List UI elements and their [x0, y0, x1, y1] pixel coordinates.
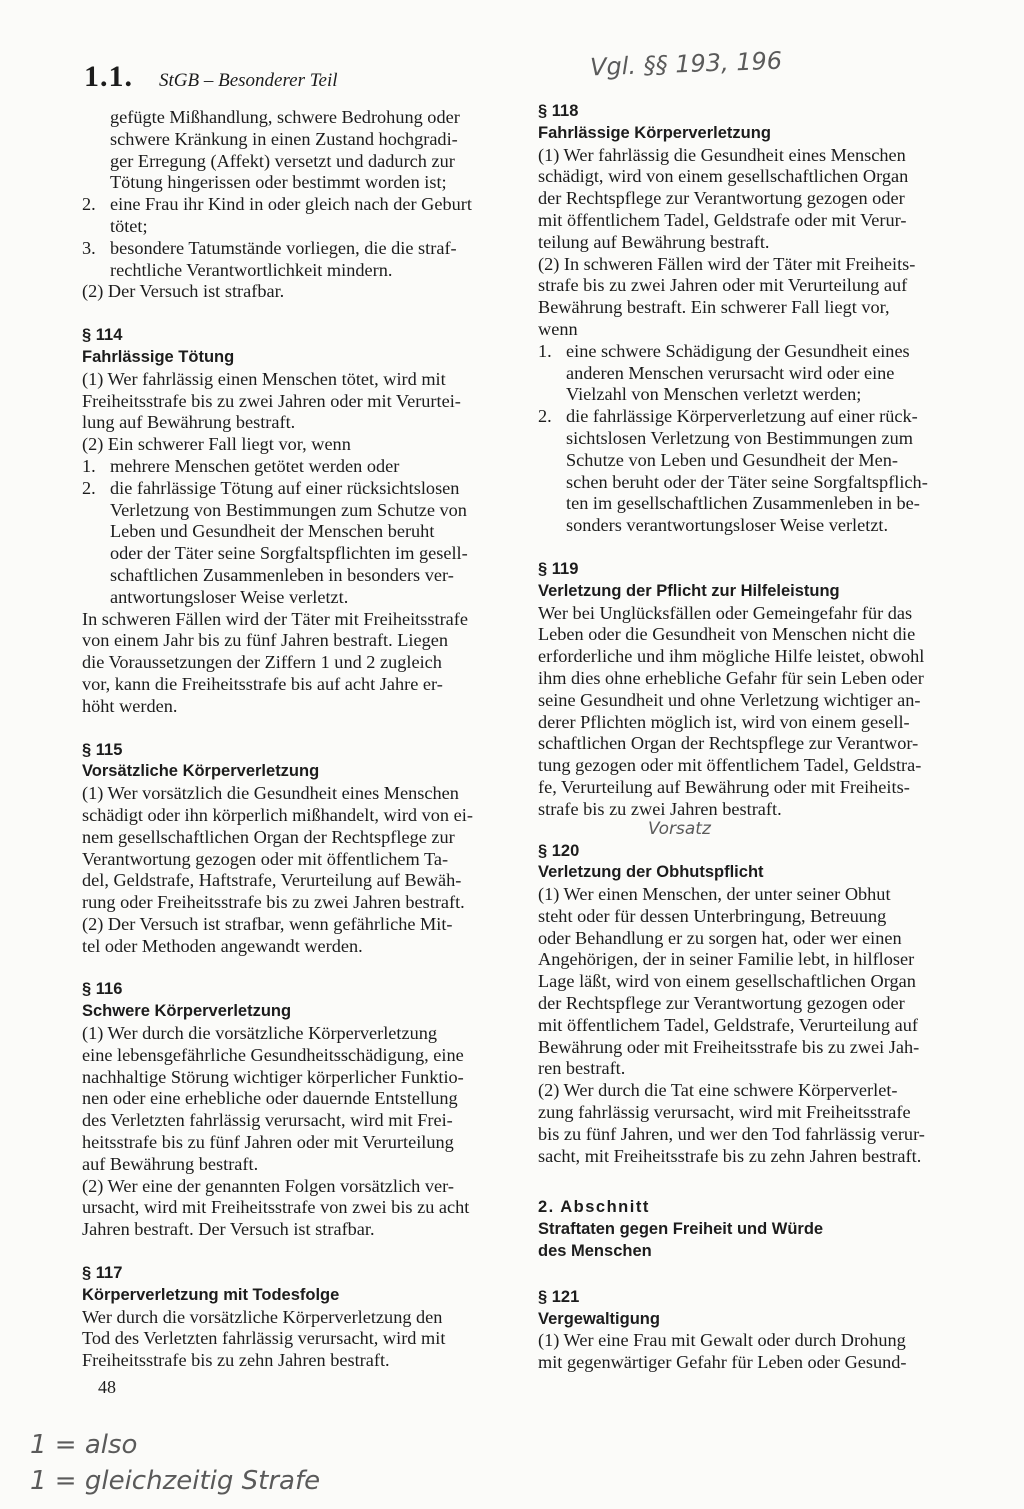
text-line: Verantwortung gezogen oder mit öffentlichem Ta- [82, 848, 449, 869]
paragraph-number: § 118 [538, 102, 579, 120]
text-line: rechtliche Verantwortlichkeit mindern. [110, 259, 393, 280]
paragraph-number: § 115 [82, 740, 123, 759]
handwritten-footer-notes [30, 1430, 320, 1496]
text-line: tel oder Methoden angewandt werden. [82, 935, 363, 956]
text-line: des Verletzten fahrlässig verursacht, wird mit Frei- [82, 1110, 453, 1131]
paragraph-title: Vergewaltigung [538, 1309, 660, 1328]
paragraph-number: § 121 [538, 1287, 580, 1306]
text-line: gefügte Mißhandlung, schwere Bedrohung oder [110, 107, 460, 127]
text-line: strafe bis zu zwei Jahren bestraft. [538, 798, 782, 819]
paragraph-title: Fahrlässige Tötung [82, 347, 235, 366]
text-line: ihm dies ohne erhebliche Gefahr für sein Leben oder [538, 667, 924, 688]
item-number: 1. [82, 455, 96, 476]
paragraph-title: Körperverletzung mit Todesfolge [82, 1285, 340, 1304]
text-line: vor, kann die Freiheitsstrafe bis auf acht Jahre er- [82, 673, 443, 694]
handwritten-reference-note: Vgl. §§ 193, 196 [589, 46, 783, 82]
item-number: 2. [82, 477, 96, 498]
text-line: Bewährung oder mit Freiheitsstrafe bis zu zwei Jah- [538, 1036, 920, 1057]
text-line: In schweren Fällen wird der Täter mit Freiheitsstrafe [82, 608, 468, 629]
paragraph-title: Vorsätzliche Körperverletzung [82, 762, 320, 781]
text-line: derer Pflichten möglich ist, wird von einem gesell- [538, 711, 910, 732]
text-line: anderen Menschen verursacht wird oder eine [566, 362, 895, 383]
right-column [538, 101, 982, 1374]
text-line: Angehörigen, der in seiner Familie lebt, in hilfloser [538, 949, 915, 970]
paragraph-number: § 116 [82, 980, 123, 999]
text-line: mit öffentlichem Tadel, Geldstrafe oder mit Verur- [538, 209, 907, 230]
text-line: Jahren bestraft. Der Versuch ist strafbar. [82, 1219, 375, 1240]
text-line: der Rechtspflege zur Verantwortung gezogen oder [538, 188, 905, 209]
text-line: eine schwere Schädigung der Gesundheit eines [566, 340, 910, 361]
text-line: wenn [538, 318, 578, 339]
chapter-label: 2. Abschnitt [538, 1198, 650, 1217]
text-line: Wer durch die vorsätzliche Körperverletzung den [82, 1306, 443, 1327]
text-line: schädigt, wird von einem gesellschaftlichen Organ [538, 166, 909, 187]
text-line: (2) Der Versuch ist strafbar, wenn gefährliche Mit- [82, 913, 453, 934]
text-line: Schutze von Leben und Gesundheit der Men- [566, 449, 899, 470]
text-line: (1) Wer fahrlässig einen Menschen tötet, wird mit [82, 368, 446, 389]
text-line: steht oder für dessen Unterbringung, Betreuung [538, 905, 887, 926]
text-line: rung oder Freiheitsstrafe bis zu zwei Jahren bestraft. [82, 892, 465, 913]
text-line: Freiheitsstrafe bis zu zehn Jahren bestraft. [82, 1350, 390, 1371]
text-line: Leben und Gesundheit der Menschen beruht [110, 521, 435, 542]
text-line: Leben oder die Gesundheit von Menschen nicht die [538, 624, 916, 645]
paragraph-title: Schwere Körperverletzung [82, 1002, 292, 1021]
text-line: Vielzahl von Menschen verletzt werden; [566, 384, 862, 405]
text-line: sichtslosen Verletzung von Bestimmungen zum [566, 427, 913, 448]
item-number: 3. [82, 237, 96, 258]
text-line: mehrere Menschen getötet werden oder [110, 455, 400, 476]
item-number: 1. [538, 340, 552, 361]
text-line: nem gesellschaftlichen Organ der Rechtspflege zur [82, 826, 455, 847]
text-line: antwortungsloser Weise verletzt. [110, 586, 349, 607]
text-line: (1) Wer durch die vorsätzliche Körperverletzung [82, 1023, 438, 1044]
paragraph-title: Verletzung der Obhutspflicht [538, 863, 764, 882]
paragraph-number: § 114 [82, 326, 123, 345]
text-line: (2) Der Versuch ist strafbar. [82, 281, 285, 302]
text-line: Lage läßt, wird von einem gesellschaftlichen Organ [538, 971, 916, 992]
text-line: (1) Wer vorsätzlich die Gesundheit eines Menschen [82, 783, 459, 804]
text-line: die fahrlässige Körperverletzung auf einer rück- [566, 406, 918, 427]
text-line: oder Behandlung er zu sorgen hat, oder wer einen [538, 927, 902, 948]
text-line: tung gezogen oder mit öffentlichem Tadel, Geldstra- [538, 755, 922, 776]
text-line: auf Bewährung bestraft. [82, 1153, 259, 1174]
text-line: Wer bei Unglücksfällen oder Gemeingefahr für das [538, 602, 913, 623]
paragraph-number: § 120 [538, 841, 580, 860]
text-line: bis zu fünf Jahren, und wer den Tod fahrlässig verur- [538, 1123, 925, 1144]
left-column [82, 107, 526, 1372]
text-line: sonders verantwortungsloser Weise verletzt. [566, 515, 889, 536]
text-line: (2) Wer eine der genannten Folgen vorsätzlich ver- [82, 1175, 454, 1196]
page-number: 48 [98, 1377, 116, 1397]
text-line: (1) Wer fahrlässig die Gesundheit eines Menschen [538, 144, 906, 165]
text-line: strafe bis zu zwei Jahren oder mit Verurteilung auf [538, 275, 908, 296]
text-line: die fahrlässige Tötung auf einer rücksichtslosen [110, 477, 460, 498]
text-line: Verletzung von Bestimmungen zum Schutze von [110, 499, 467, 520]
item-number: 2. [538, 406, 552, 427]
paragraph-number: § 119 [538, 559, 579, 578]
chapter-title-line: Straftaten gegen Freiheit und Würde [538, 1220, 824, 1239]
paragraph-title: Verletzung der Pflicht zur Hilfeleistung [538, 581, 840, 600]
page-header [84, 60, 338, 94]
text-line: (2) In schweren Fällen wird der Täter mit Freiheits- [538, 253, 916, 274]
text-line: del, Geldstrafe, Haftstrafe, Verurteilung auf Bewäh- [82, 870, 462, 891]
text-line: schwere Kränkung in einen Zustand hochgradi- [110, 128, 458, 149]
text-line: mit öffentlichem Tadel, Geldstrafe, Verurteilung auf [538, 1014, 918, 1035]
text-line: schaftlichen Zusammenleben in besonders ver- [110, 564, 454, 585]
text-line: tötet; [110, 215, 148, 236]
paragraph-continuation [82, 107, 526, 194]
text-line: ten im gesellschaftlichen Zusammenleben in be- [566, 493, 920, 514]
text-line: Tod des Verletzten fahrlässig verursacht, wird mit [82, 1328, 446, 1349]
text-line: heitsstrafe bis zu fünf Jahren oder mit Verurteilung [82, 1132, 454, 1153]
text-line: erforderliche und ihm mögliche Hilfe leistet, obwohl [538, 646, 925, 667]
text-line: fe, Verurteilung auf Bewährung oder mit Freiheits- [538, 776, 910, 797]
text-line: (2) Ein schwerer Fall liegt vor, wenn [82, 434, 351, 455]
text-line: ger Erregung (Affekt) versetzt und dadurch zur [110, 150, 455, 171]
list-item [538, 406, 982, 537]
text-line: eine lebensgefährliche Gesundheitsschädigung, eine [82, 1044, 464, 1065]
text-line: ursacht, wird mit Freiheitsstrafe von zwei bis zu acht [82, 1197, 470, 1218]
text-line: schaftlichen Organ der Rechtspflege zur Verantwor- [538, 733, 919, 754]
text-line: nachhaltige Störung wichtiger körperlicher Funktio- [82, 1066, 464, 1087]
handwritten-margin-note: Vorsatz [648, 818, 711, 839]
text-line: (2) Wer durch die Tat eine schwere Körperverlet- [538, 1080, 898, 1101]
item-number: 2. [82, 194, 96, 215]
text-line: seine Gesundheit und ohne Verletzung wichtiger an- [538, 689, 921, 710]
list-item [82, 456, 526, 478]
list-item [82, 238, 526, 282]
section-number: 1.1. [84, 60, 133, 93]
paragraph-number: § 117 [82, 1264, 123, 1283]
chapter-title-line: des Menschen [538, 1242, 652, 1261]
text-line: Freiheitsstrafe bis zu zwei Jahren oder mit Verurtei- [82, 390, 461, 411]
text-line: sacht, mit Freiheitsstrafe bis zu zehn Jahren bestraft. [538, 1145, 922, 1166]
list-item [538, 341, 982, 406]
text-line: schädigt oder ihn körperlich mißhandelt, wird von ei- [82, 804, 473, 825]
text-line: zung fahrlässig verursacht, wird mit Freiheitsstrafe [538, 1102, 911, 1123]
handwritten-line: 1 = gleichzeitig Strafe [30, 1466, 321, 1496]
text-line: teilung auf Bewährung bestraft. [538, 231, 770, 252]
text-line: mit gegenwärtiger Gefahr für Leben oder Gesund- [538, 1352, 907, 1373]
text-line: schen beruht oder der Täter seine Sorgfaltspflich- [566, 471, 928, 492]
paragraph-title: Fahrlässige Körperverletzung [538, 123, 771, 142]
text-line: die Voraussetzungen der Ziffern 1 und 2 zugleich [82, 652, 442, 673]
list-item [82, 194, 526, 238]
text-line: ren bestraft. [538, 1058, 626, 1079]
text-line: (1) Wer einen Menschen, der unter seiner Obhut [538, 884, 891, 905]
text-line: besondere Tatumstände vorliegen, die die straf- [110, 237, 457, 258]
chapter-heading [538, 1197, 982, 1262]
text-line: eine Frau ihr Kind in oder gleich nach der Geburt [110, 194, 472, 215]
list-item [82, 478, 526, 609]
text-line: der Rechtspflege zur Verantwortung gezogen oder [538, 993, 905, 1014]
text-line: (1) Wer eine Frau mit Gewalt oder durch Drohung [538, 1330, 906, 1351]
text-line: von einem Jahr bis zu fünf Jahren bestraft. Liegen [82, 630, 449, 651]
text-line: Bewährung bestraft. Ein schwerer Fall liegt vor, [538, 297, 890, 318]
text-line: lung auf Bewährung bestraft. [82, 412, 296, 433]
text-line: nen oder eine erhebliche oder dauernde Entstellung [82, 1088, 458, 1109]
text-line: Tötung hingerissen oder bestimmt worden ist; [110, 172, 447, 193]
text-line: oder der Täter seine Sorgfaltspflichten im gesell- [110, 543, 468, 564]
handwritten-line: 1 = also [30, 1430, 138, 1460]
running-title: StGB – Besonderer Teil [159, 70, 338, 91]
text-line: höht werden. [82, 695, 178, 716]
